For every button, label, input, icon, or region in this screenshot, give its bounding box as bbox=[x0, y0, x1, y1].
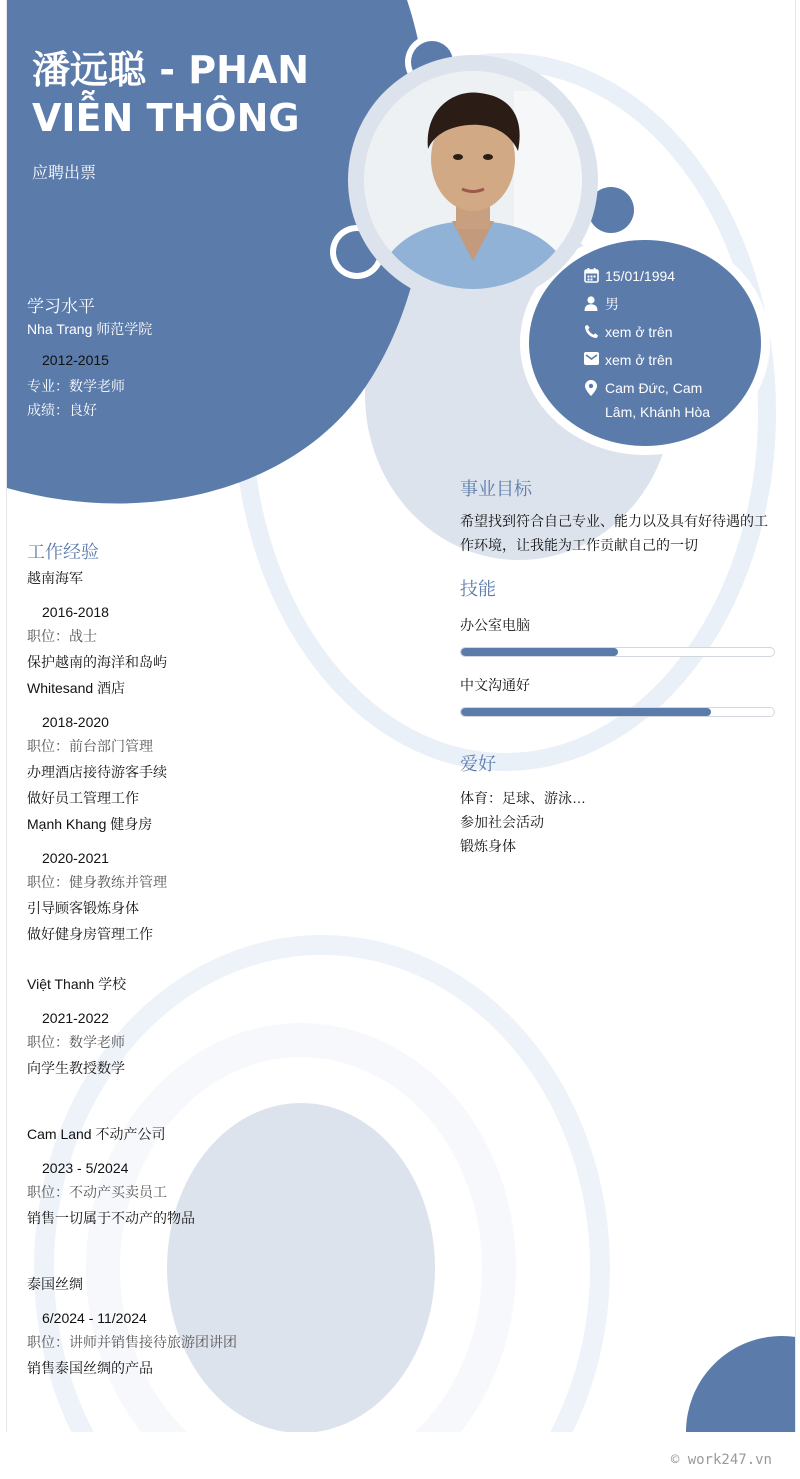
skill-bar bbox=[460, 707, 775, 717]
job-description: 向学生教授数学 bbox=[27, 1060, 125, 1076]
job-role: 职位：讲师并销售接待旅游团讲团 bbox=[27, 1334, 237, 1350]
job-role: 职位：前台部门管理 bbox=[27, 738, 153, 754]
skill-bar bbox=[460, 647, 775, 657]
hobbies-title: 爱好 bbox=[460, 754, 496, 774]
hobbies-section bbox=[460, 750, 780, 858]
candidate-name bbox=[32, 46, 342, 142]
hobby-item: 锻炼身体 bbox=[460, 838, 516, 854]
job-description: 做好员工管理工作 bbox=[27, 790, 139, 806]
job-description: 销售泰国丝绸的产品 bbox=[27, 1360, 153, 1376]
career-objective-text: 希望找到符合自己专业、能力以及具有好待遇的工作环境，让我能为工作贡献自己的一切 bbox=[460, 513, 768, 553]
work-experience-section bbox=[27, 538, 447, 1378]
job-role: 职位：战士 bbox=[27, 628, 97, 644]
skill-bar-fill bbox=[461, 648, 618, 656]
job-company: Cam Land 不动产公司 bbox=[27, 1126, 166, 1142]
address-text bbox=[605, 376, 710, 424]
applied-position: 应聘出票 bbox=[32, 165, 97, 182]
job-entry bbox=[27, 1124, 447, 1228]
skills-title: 技能 bbox=[460, 579, 496, 599]
resume-page bbox=[6, 0, 796, 1432]
job-years: 2021-2022 bbox=[42, 1010, 109, 1026]
job-years: 2016-2018 bbox=[42, 604, 109, 620]
job-company: Việt Thanh 学校 bbox=[27, 976, 127, 992]
job-company: Mạnh Khang 健身房 bbox=[27, 816, 153, 832]
phone-text: xem ở trên bbox=[605, 324, 673, 340]
contact-list bbox=[577, 264, 757, 428]
job-years: 2023 - 5/2024 bbox=[42, 1160, 129, 1176]
gender-text: 男 bbox=[605, 296, 619, 312]
job-company: Whitesand 酒店 bbox=[27, 680, 126, 696]
name-line-1: 潘远聪 - PHAN bbox=[32, 48, 310, 92]
hobby-item: 参加社会活动 bbox=[460, 814, 544, 830]
education-school: Nha Trang 师范学院 bbox=[27, 321, 153, 337]
job-entry bbox=[27, 814, 447, 944]
skill-name: 办公室电脑 bbox=[460, 617, 530, 633]
career-objective-title: 事业目标 bbox=[460, 479, 532, 499]
job-description: 做好健身房管理工作 bbox=[27, 926, 153, 942]
profile-photo bbox=[364, 71, 582, 289]
name-line-2: VIỄN THÔNG bbox=[32, 96, 300, 140]
education-grade: 成绩：良好 bbox=[27, 402, 97, 418]
email-icon bbox=[577, 348, 605, 365]
job-company: 越南海军 bbox=[27, 570, 83, 586]
job-description: 保护越南的海洋和岛屿 bbox=[27, 654, 167, 670]
job-years: 2018-2020 bbox=[42, 714, 109, 730]
contact-gender bbox=[577, 292, 757, 316]
job-entry bbox=[27, 1274, 447, 1378]
job-years: 2020-2021 bbox=[42, 850, 109, 866]
email-text: xem ở trên bbox=[605, 352, 673, 368]
birthday-text: 15/01/1994 bbox=[605, 268, 676, 284]
education-years: 2012-2015 bbox=[42, 352, 109, 368]
education-title: 学习水平 bbox=[27, 297, 95, 316]
skills-section bbox=[460, 575, 780, 717]
job-company: 泰国丝绸 bbox=[27, 1276, 83, 1292]
job-entry bbox=[27, 568, 447, 672]
job-description: 销售一切属于不动产的物品 bbox=[27, 1210, 195, 1226]
contact-phone[interactable] bbox=[577, 320, 757, 344]
contact-email[interactable] bbox=[577, 348, 757, 372]
address-line-2: Lâm, Khánh Hòa bbox=[605, 404, 711, 420]
career-objective-section bbox=[460, 475, 780, 557]
job-years: 6/2024 - 11/2024 bbox=[42, 1310, 147, 1326]
work-experience-title: 工作经验 bbox=[27, 542, 99, 562]
education-major: 专业：数学老师 bbox=[27, 378, 125, 394]
user-icon bbox=[577, 292, 605, 311]
phone-icon bbox=[577, 320, 605, 339]
job-role: 职位：数学老师 bbox=[27, 1034, 125, 1050]
skill-bar-fill bbox=[461, 708, 711, 716]
address-line-1: Cam Đức, Cam bbox=[605, 380, 703, 396]
watermark: © work247.vn bbox=[670, 1452, 772, 1468]
job-description: 办理酒店接待游客手续 bbox=[27, 764, 167, 780]
hobby-item: 体育：足球、游泳… bbox=[460, 790, 586, 806]
job-entry bbox=[27, 974, 447, 1078]
job-role: 职位：健身教练并管理 bbox=[27, 874, 167, 890]
contact-address bbox=[577, 376, 757, 424]
job-role: 职位：不动产买卖员工 bbox=[27, 1184, 167, 1200]
contact-birthday bbox=[577, 264, 757, 288]
job-entry bbox=[27, 678, 447, 808]
job-description: 引导顾客锻炼身体 bbox=[27, 900, 139, 916]
location-icon bbox=[577, 376, 605, 396]
skill-name: 中文沟通好 bbox=[460, 677, 530, 693]
calendar-icon bbox=[577, 264, 605, 283]
